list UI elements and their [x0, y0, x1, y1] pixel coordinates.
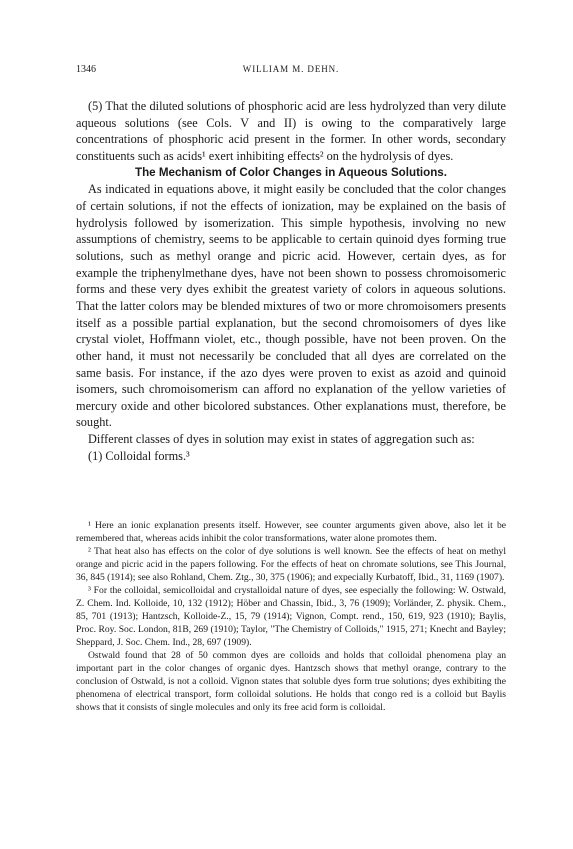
page-number: 1346 — [76, 64, 96, 75]
footnote-3-continued: Ostwald found that 28 of 50 common dyes are colloids and holds that colloidal phenomena play an important part in the color changes of organic dyes. Hantzsch shows that methyl orange, contrary to the conclusion of Ostwald, is not a colloid. Vignon states that soluble dyes form true solutions; dyes exhibiting the phenomena of electrical transport, form colloidal solutions. He holds that congo red is a colloid but Baylis shows that it consists of single molecules and only its free acid form is colloidal. — [76, 650, 506, 713]
footnote-1: ¹ Here an ionic explanation presents itself. However, see counter arguments given above, also let it be remembered that, whereas acids inhibit the color transformations, water alone promotes them. — [76, 520, 506, 544]
page-header — [76, 64, 506, 78]
footnote-3: ³ For the colloidal, semicolloidal and crystalloidal nature of dyes, see especially the following: W. Ostwald, Z. Chem. Ind. Kolloide, 10, 132 (1912); Höber and Chassin, Ibid., 3, 76 (1909); Vorländer, Z. physik. Chem., 85, 701 (1913); Hantzsch, Kolloide-Z., 15, 79 (1914); Vignon, Compt. rend., 150, 619, 923 (1910); Baylis, Proc. Roy. Soc. London, 81B, 269 (1910); Taylor, "The Chemistry of Colloids," 1915, 271; Knecht and Bayley; Sheppard, J. Soc. Chem. Ind., 28, 697 (1909). — [76, 585, 506, 648]
section-heading: The Mechanism of Color Changes in Aqueous Solutions. — [135, 165, 447, 179]
paragraph-aggregation: Different classes of dyes in solution may exist in states of aggregation such as: — [88, 432, 475, 447]
paragraph-mechanism: As indicated in equations above, it might easily be concluded that the color changes of certain solutions, if not the effects of ionization, may be explained on the basis of hydrolysis followed by isomerization. This simple hypothesis, involving no new assumptions of chemistry, seems to be applicable to certain quinoid dyes forming true solutions, such as methyl orange and picric acid. However, certain dyes, as for example the triphenylmethane dyes, have not been shown to possess chromoisomeric forms and these very dyes exhibit the greatest variety of colors in aqueous solutions. That the latter colors may be blended mixtures of two or more chromoisomers presents itself as a possible partial explanation, but the second chromoisomers of dyes like crystal violet, Hoffmann violet, etc., though possible, have not been proven. On the other hand, it must not necessarily be concluded that all dyes are correlated on the same basis. For instance, if the azo dyes were proven to exist as azoid and quinoid isomers, such chromoisomerism can afford no explanation of the yellow varieties of mercury oxide and other bicolored substances. Other explanations must, therefore, be sought. — [76, 182, 506, 430]
paragraph-point-5: (5) That the diluted solutions of phosphoric acid are less hydrolyzed than very dilute aqueous solutions (see Cols. V and II) is owing to the comparatively large concentrations of phosphoric acid present in the former. In other words, secondary constituents such as acids¹ exert inhibiting effects² on the hydrolysis of dyes. — [76, 99, 506, 163]
body-text — [76, 98, 506, 464]
footnotes — [76, 519, 506, 714]
running-title: WILLIAM M. DEHN. — [242, 64, 340, 74]
footnote-2: ² That heat also has effects on the color of dye solutions is well known. See the effects of heat on methyl orange and picric acid in the papers following. For the effects of heat on chromate solutions, see This Journal, 36, 845 (1914); see also Rohland, Chem. Ztg., 30, 375 (1906); and expecially Kurbatoff, Ibid., 31, 1169 (1907). — [76, 546, 506, 583]
paragraph-colloidal-forms: (1) Colloidal forms.³ — [88, 448, 190, 463]
